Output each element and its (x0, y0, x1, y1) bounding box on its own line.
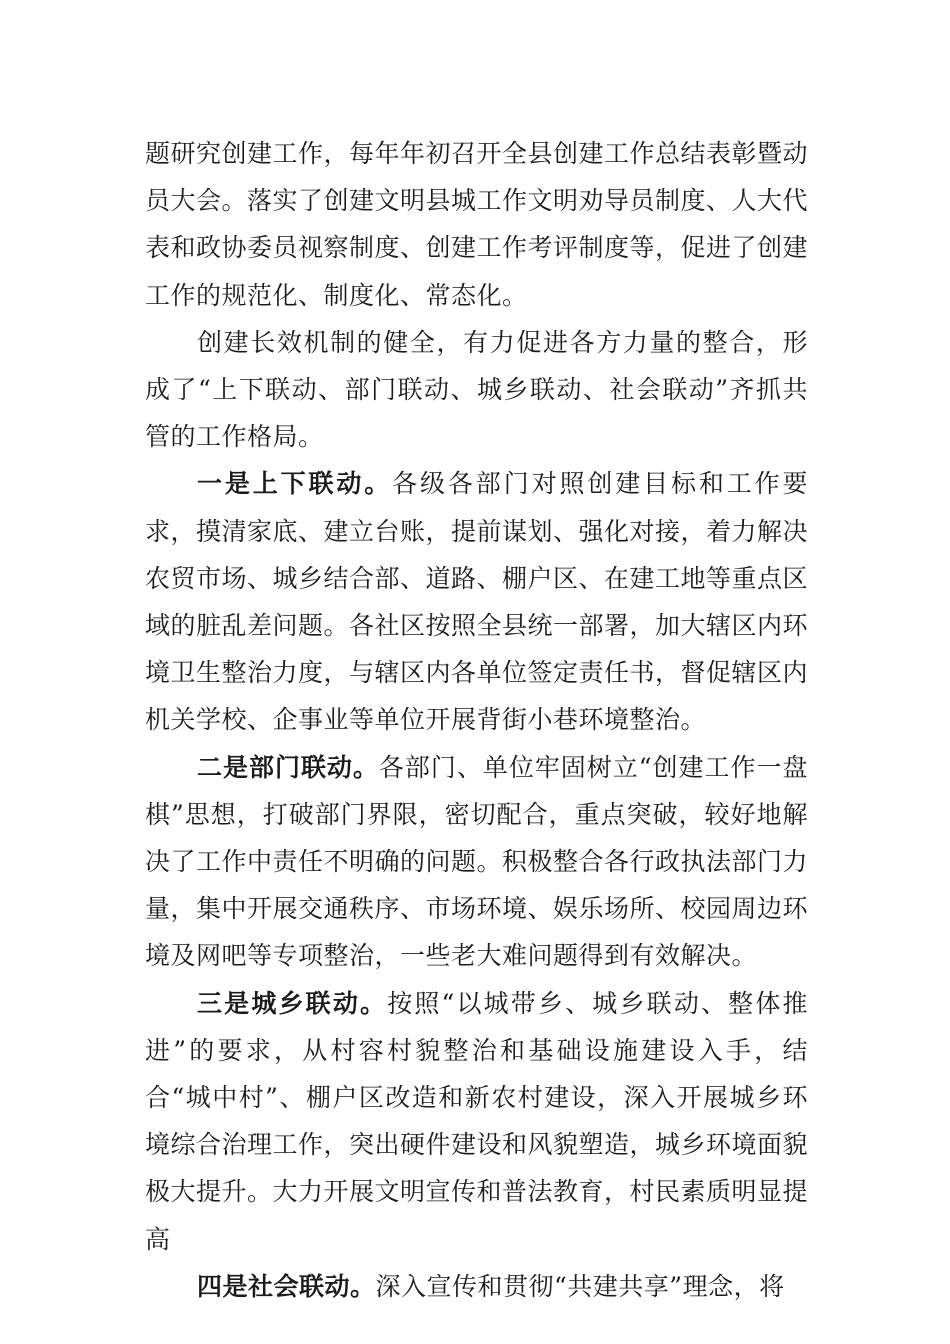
paragraph-6 (145, 1263, 808, 1310)
document-body (145, 130, 808, 1310)
paragraph-text: 深入宣传和贯彻“共建共享”理念，将 (375, 1271, 785, 1301)
paragraph-1 (145, 130, 808, 319)
paragraph-lead-heading: 二是部门联动。 (197, 752, 379, 782)
paragraph-lead-heading: 一是上下联动。 (197, 469, 393, 499)
paragraph-4 (145, 744, 808, 980)
paragraph-text: 各级各部门对照创建目标和工作要求，摸清家底、建立台账，提前谋划、强化对接，着力解决农贸市场、城乡结合部、道路、棚户区、在建工地等重点区域的脏乱差问题。各社区按照全县统一部署，加大辖区内环境卫生整治力度，与辖区内各单位签定责任书，督促辖区内机关学校、企事业等单位开展背街小巷环境整治。 (145, 469, 809, 735)
paragraph-lead-heading: 三是城乡联动。 (197, 988, 388, 1018)
paragraph-text: 按照“以城带乡、城乡联动、整体推进”的要求，从村容村貌整治和基础设施建设入手，结合“城中村”、棚户区改造和新农村建设，深入开展城乡环境综合治理工作，突出硬件建设和风貌塑造，城乡环境面貌极大提升。大力开展文明宣传和普法教育，村民素质明显提高 (145, 988, 809, 1254)
paragraph-2 (145, 319, 808, 461)
paragraph-3 (145, 460, 808, 743)
paragraph-5 (145, 980, 808, 1263)
paragraph-text: 各部门、单位牢固树立“创建工作一盘棋”思想，打破部门界限，密切配合，重点突破，较好地解决了工作中责任不明确的问题。积极整合各行政执法部门力量，集中开展交通秩序、市场环境、娱乐场所、校园周边环境及网吧等专项整治，一些老大难问题得到有效解决。 (145, 752, 809, 971)
paragraph-text: 创建长效机制的健全，有力促进各方力量的整合，形成了“上下联动、部门联动、城乡联动、社会联动”齐抓共管的工作格局。 (145, 327, 808, 452)
paragraph-lead-heading: 四是社会联动。 (197, 1271, 376, 1301)
paragraph-text: 题研究创建工作，每年年初召开全县创建工作总结表彰暨动员大会。落实了创建文明县城工作文明劝导员制度、人大代表和政协委员视察制度、创建工作考评制度等，促进了创建工作的规范化、制度化、常态化。 (145, 139, 809, 310)
